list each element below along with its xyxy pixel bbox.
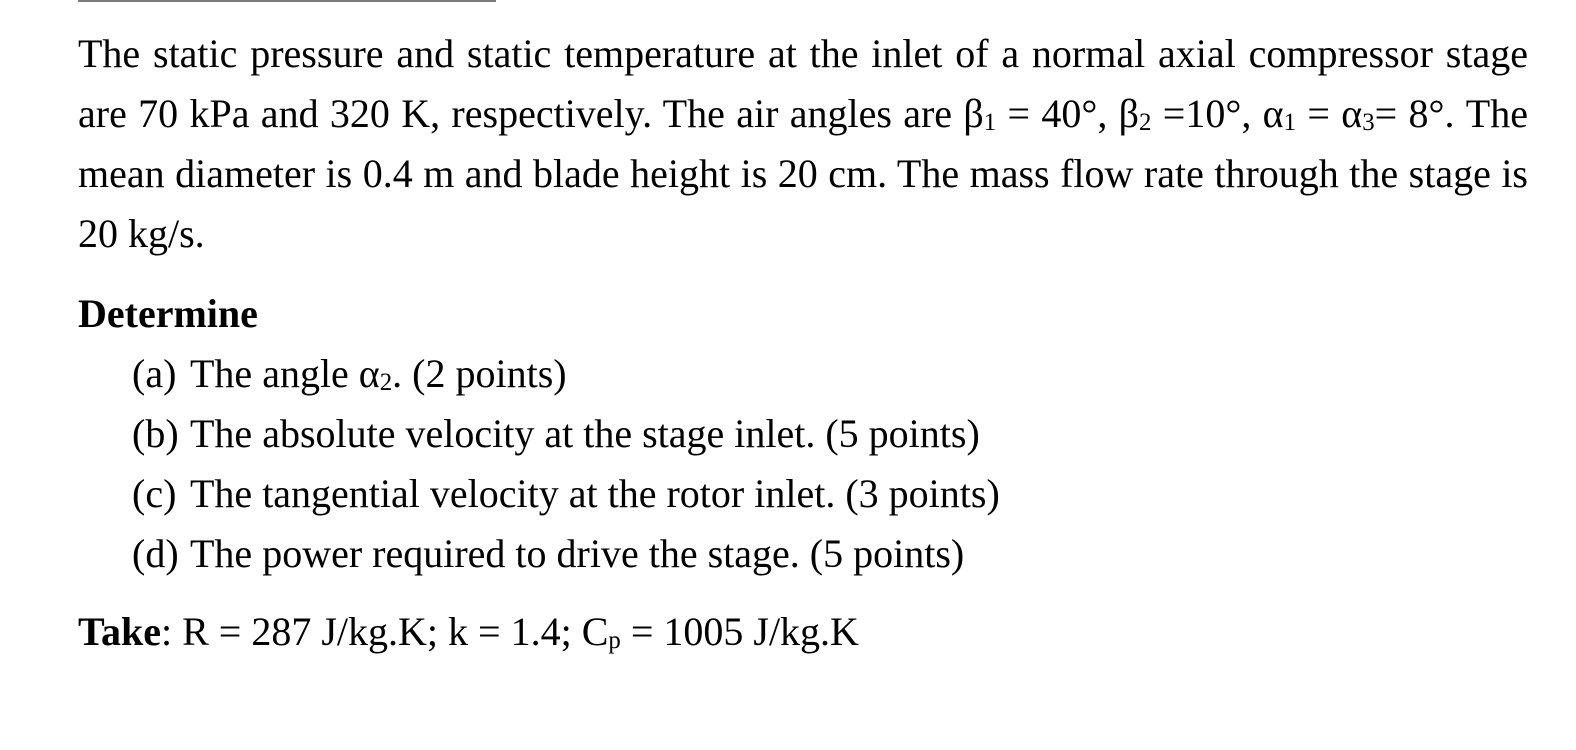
part-a-marker: (a) <box>132 351 177 396</box>
question-parts <box>132 344 1000 584</box>
top-rule <box>78 0 496 2</box>
alpha-1-subscript: 1 <box>1283 108 1297 136</box>
part-b-marker: (b) <box>132 411 179 456</box>
part-d <box>132 524 1000 584</box>
problem-text-5: = 8°. The mean diameter is 0.4 m and blade height is 20 cm. The mass flow rate through the stage is 20 kg/s. <box>78 91 1528 256</box>
part-d-marker: (d) <box>132 531 179 576</box>
part-a-text <box>190 344 567 404</box>
problem-text-4: = α <box>1296 91 1363 136</box>
beta-1-subscript: 1 <box>983 108 997 136</box>
problem-text-1: The static pressure and static temperature at the inlet of a normal axial compressor stage are 70 kPa and 320 K, respectively. The air angles are β <box>78 31 1528 136</box>
part-b-text: The absolute velocity at the stage inlet. (5 points) <box>190 411 980 456</box>
part-c <box>132 464 1000 524</box>
part-a-text-main: The angle α <box>190 351 380 396</box>
part-c-text: The tangential velocity at the rotor inlet. (3 points) <box>190 471 1000 516</box>
alpha-3-subscript: 3 <box>1362 108 1375 136</box>
part-b <box>132 404 1000 464</box>
beta-2-subscript: 2 <box>1139 108 1152 136</box>
take-text-2: = 1005 J/kg.K <box>620 609 859 654</box>
take-text-1: : R = 287 J/kg.K; k = 1.4; C <box>161 609 609 654</box>
problem-text-2: = 40°, β <box>996 91 1140 136</box>
problem-statement <box>78 24 1528 264</box>
part-a-text-after: . (2 points) <box>392 351 567 396</box>
problem-text-3: =10°, α <box>1151 91 1284 136</box>
part-d-text: The power required to drive the stage. (5 points) <box>190 531 965 576</box>
given-constants <box>78 602 859 662</box>
part-c-marker: (c) <box>132 471 177 516</box>
take-label: Take <box>78 609 162 654</box>
part-a <box>132 344 1000 404</box>
alpha-2-subscript: 2 <box>379 368 393 396</box>
cp-subscript: p <box>608 626 621 654</box>
determine-heading: Determine <box>78 291 258 336</box>
